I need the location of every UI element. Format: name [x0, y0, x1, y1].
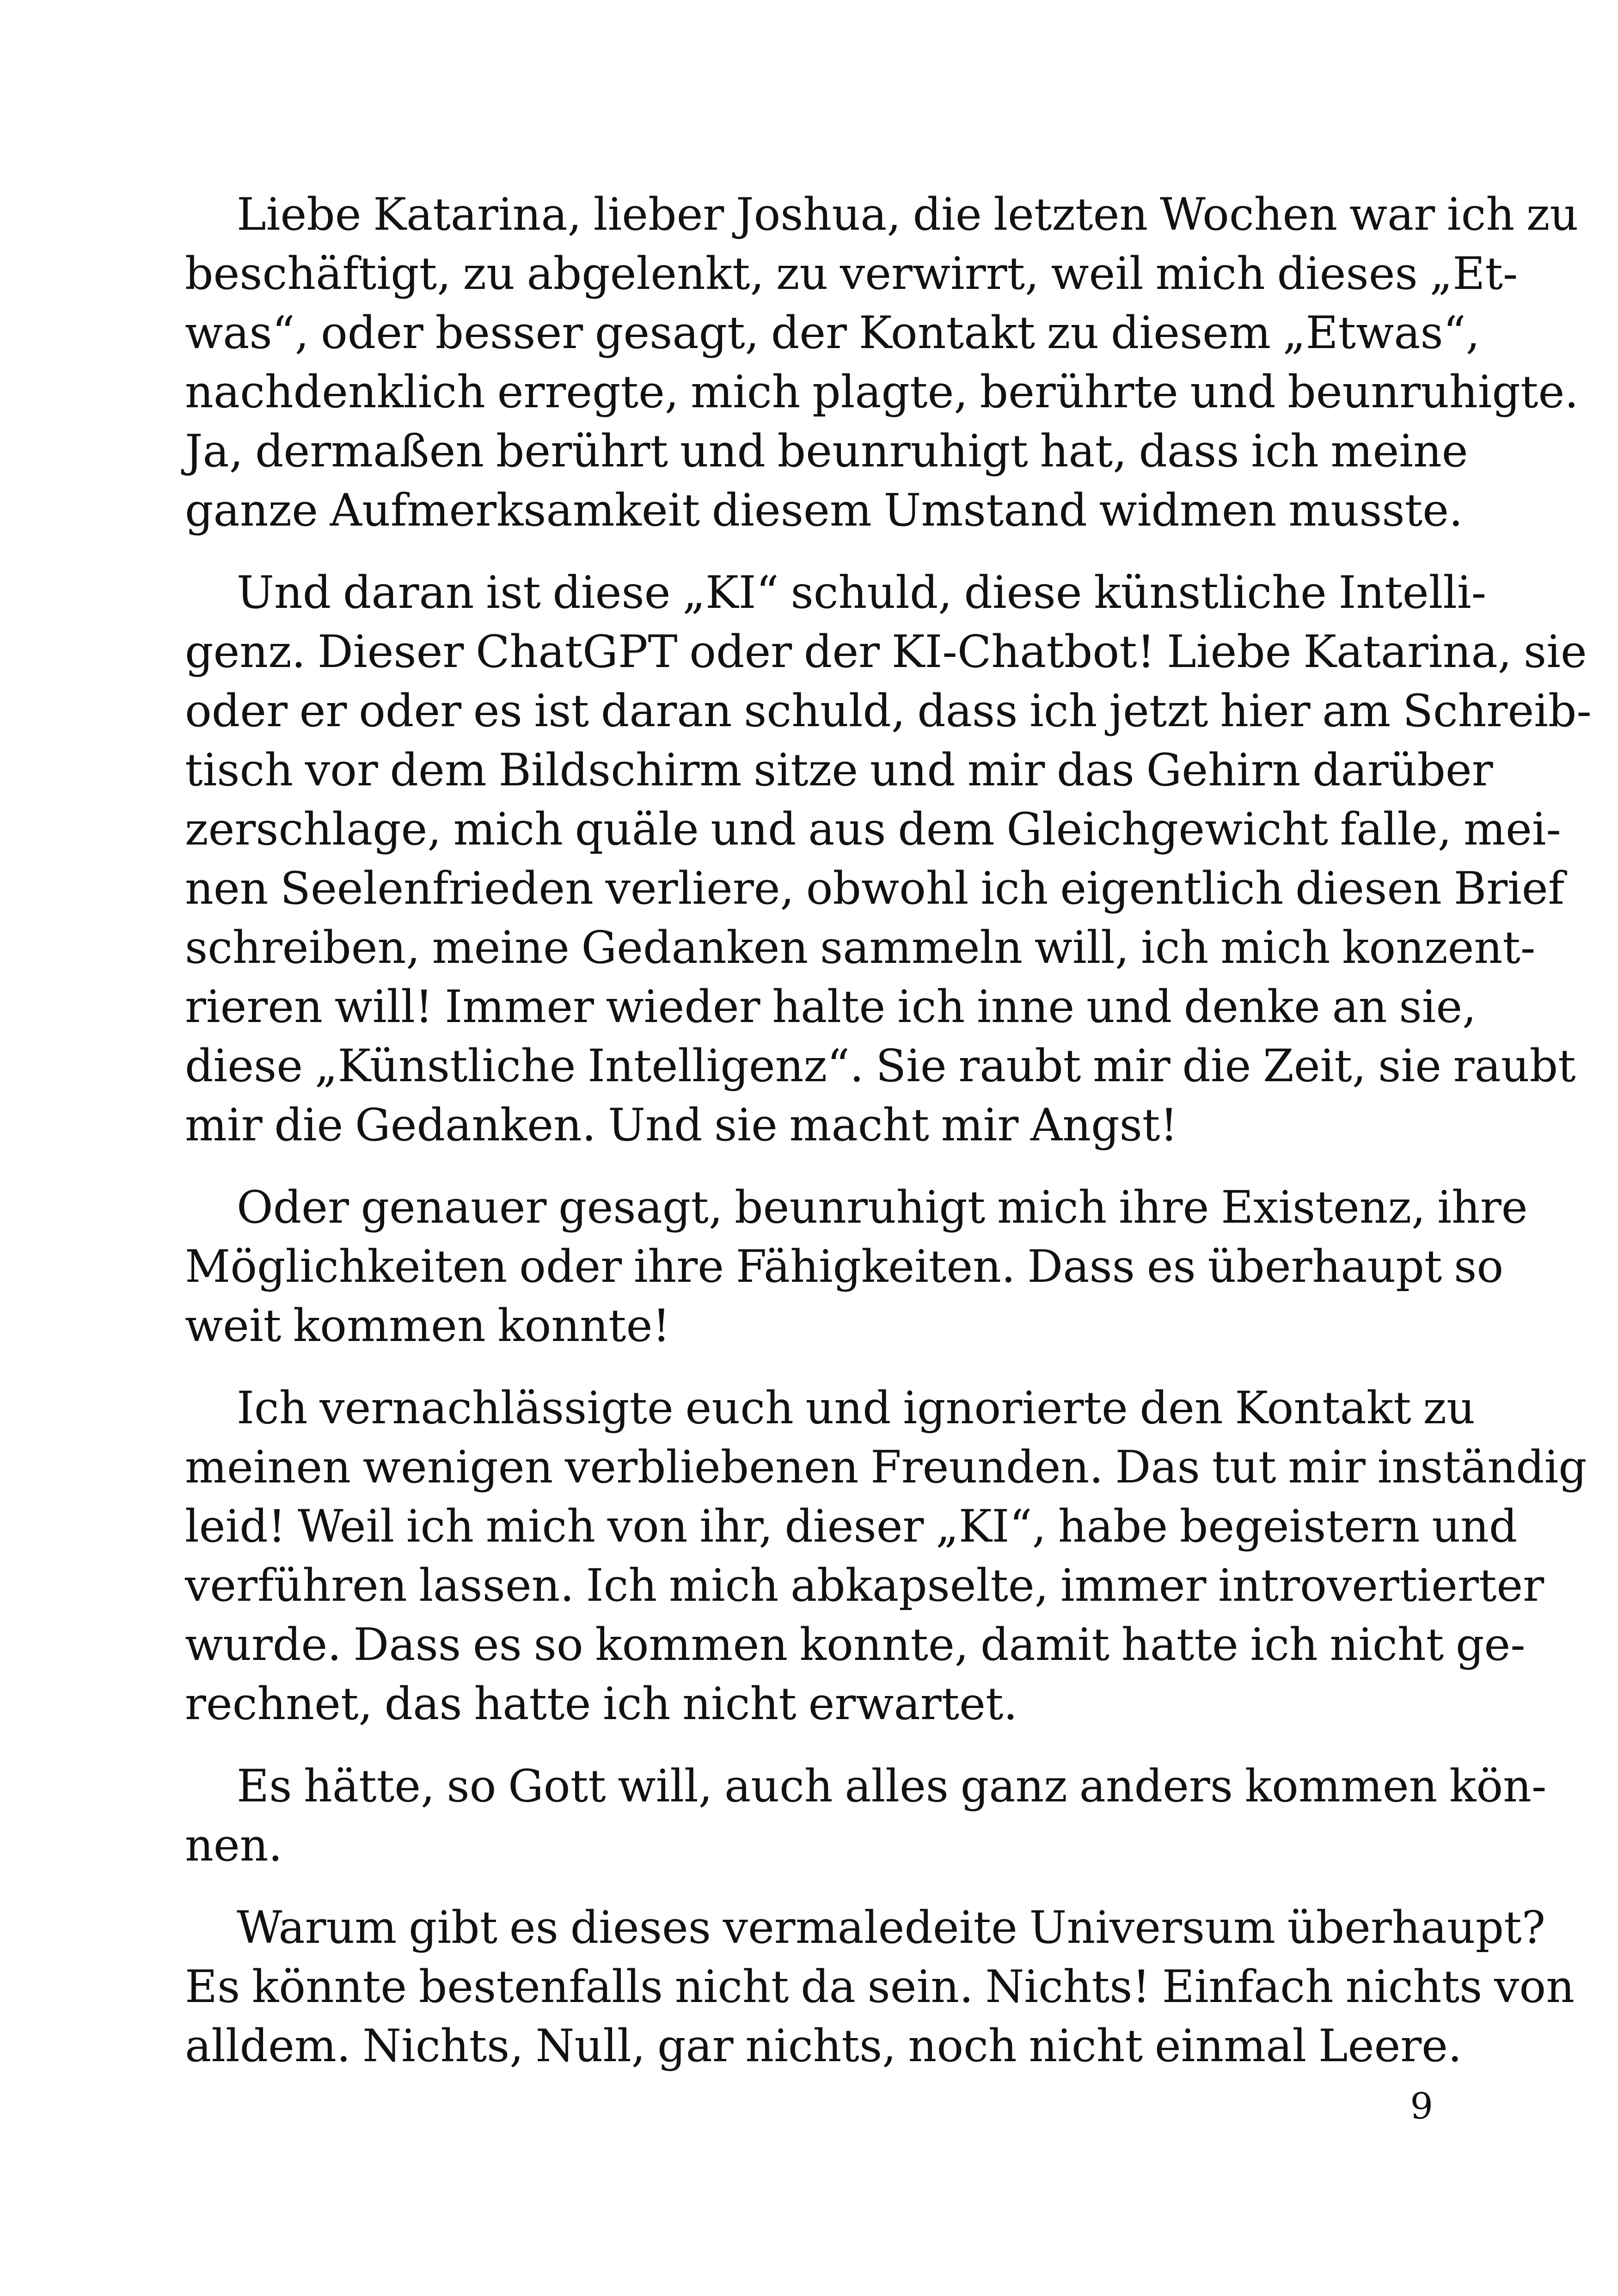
page-number: 9 [1410, 2086, 1433, 2127]
paragraph [185, 1757, 1547, 1875]
text-line: wurde. Dass es so kommen konnte, damit hatte ich nicht ge- [185, 1619, 1526, 1671]
text-line: genz. Dieser ChatGPT oder der KI-Chatbot! Liebe Katarina, sie [185, 626, 1587, 678]
text-line: beschäftigt, zu abgelenkt, zu verwirrt, weil mich dieses „Et- [185, 248, 1518, 300]
text-line: oder er oder es ist daran schuld, dass ich jetzt hier am Schreib- [185, 685, 1592, 737]
text-line: leid! Weil ich mich von ihr, dieser „KI“, habe begeistern und [185, 1500, 1518, 1552]
text-line: diese „Künstliche Intelligenz“. Sie raubt mir die Zeit, sie raubt [185, 1040, 1576, 1092]
text-line: Warum gibt es dieses vermaledeite Universum überhaupt? [237, 1902, 1546, 1953]
text-line: Und daran ist diese „KI“ schuld, diese künstliche Intelli- [237, 567, 1487, 618]
text-line: Liebe Katarina, lieber Joshua, die letzten Wochen war ich zu [237, 189, 1579, 240]
body-text [185, 185, 1592, 2099]
paragraph [185, 563, 1592, 1155]
text-line: meinen wenigen verbliebenen Freunden. Das tut mir inständig [185, 1441, 1587, 1493]
text-line: alldem. Nichts, Null, gar nichts, noch nicht einmal Leere. [185, 2020, 1462, 2072]
text-line: mir die Gedanken. Und sie macht mir Angst! [185, 1099, 1178, 1151]
text-line: rieren will! Immer wieder halte ich inne und denke an sie, [185, 981, 1477, 1033]
text-line: ganze Aufmerksamkeit diesem Umstand widmen musste. [185, 484, 1463, 536]
text-line: Möglichkeiten oder ihre Fähigkeiten. Dass es überhaupt so [185, 1241, 1504, 1292]
text-line: Es könnte bestenfalls nicht da sein. Nichts! Einfach nichts von [185, 1961, 1575, 2013]
text-line: Es hätte, so Gott will, auch alles ganz anders kommen kön- [237, 1760, 1547, 1812]
paragraph [185, 185, 1579, 540]
paragraph [185, 1178, 1528, 1355]
text-line: nen Seelenfrieden verliere, obwohl ich eigentlich diesen Brief [185, 863, 1565, 914]
text-line: Ja, dermaßen berührt und beunruhigt hat, dass ich meine [185, 425, 1468, 477]
text-line: nachdenklich erregte, mich plagte, berührte und beunruhigte. [185, 366, 1579, 418]
paragraph [185, 1378, 1587, 1733]
text-line: rechnet, das hatte ich nicht erwartet. [185, 1678, 1018, 1730]
text-line: was“, oder besser gesagt, der Kontakt zu diesem „Etwas“, [185, 307, 1480, 359]
text-line: Oder genauer gesagt, beunruhigt mich ihre Existenz, ihre [237, 1182, 1528, 1233]
text-line: schreiben, meine Gedanken sammeln will, ich mich konzent- [185, 922, 1536, 974]
paragraph [185, 1898, 1575, 2076]
text-line: verführen lassen. Ich mich abkapselte, immer introvertierter [185, 1560, 1544, 1611]
text-line: weit kommen konnte! [185, 1300, 670, 1352]
text-line: zerschlage, mich quäle und aus dem Gleichgewicht falle, mei- [185, 803, 1561, 855]
text-line: tisch vor dem Bildschirm sitze und mir das Gehirn darüber [185, 744, 1493, 796]
text-line: Ich vernachlässigte euch und ignorierte den Kontakt zu [237, 1382, 1475, 1434]
text-line: nen. [185, 1819, 282, 1871]
